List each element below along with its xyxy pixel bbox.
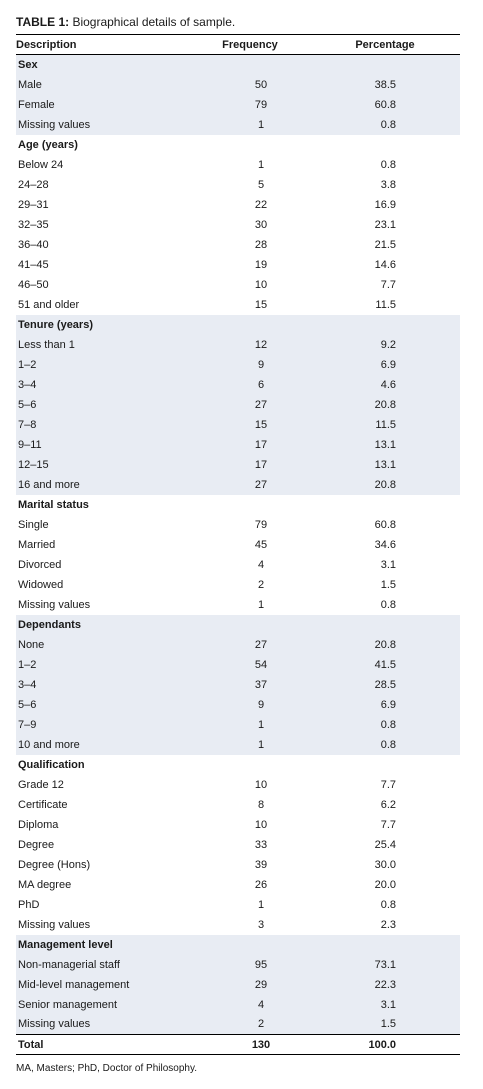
row-percentage: 60.8 [310, 95, 460, 115]
row-description: Missing values [16, 1015, 190, 1035]
row-description: Degree (Hons) [18, 858, 91, 871]
row-description: PhD [18, 898, 40, 911]
row-percentage: 0.8 [380, 598, 396, 611]
row-frequency: 1 [190, 715, 310, 735]
row-frequency: 26 [254, 878, 268, 891]
biographical-table [16, 34, 460, 1055]
table-row [16, 1015, 460, 1035]
table-row [16, 95, 460, 115]
row-percentage: 6.9 [310, 695, 460, 715]
row-description: 10 and more [16, 735, 190, 755]
table-row [16, 75, 460, 95]
table-row [16, 255, 460, 275]
row-percentage: 13.1 [310, 455, 460, 475]
table-row [16, 815, 460, 835]
table-row [16, 335, 460, 355]
table-row [16, 235, 460, 255]
row-percentage: 0.8 [310, 115, 460, 135]
table-row [16, 415, 460, 435]
row-frequency: 50 [190, 75, 310, 95]
row-description: Senior management [16, 995, 190, 1015]
row-description: Divorced [18, 558, 62, 571]
row-percentage: 1.5 [380, 578, 396, 591]
table-row [16, 775, 460, 795]
table-row [16, 715, 460, 735]
table-row [16, 635, 460, 655]
table-row [16, 155, 460, 175]
row-frequency: 19 [254, 258, 268, 271]
row-frequency: 15 [190, 415, 310, 435]
table-caption [16, 14, 235, 30]
row-frequency: 10 [254, 818, 268, 831]
row-frequency: 2 [257, 578, 265, 591]
row-description: Diploma [18, 818, 59, 831]
section-header-row [16, 755, 460, 775]
section-title: Management level [16, 935, 460, 955]
row-description: 32–35 [18, 218, 49, 231]
row-frequency: 27 [190, 635, 310, 655]
row-percentage: 23.1 [374, 218, 396, 231]
column-frequency: Frequency [190, 35, 310, 55]
section-header-row [16, 315, 460, 335]
row-percentage: 6.9 [310, 355, 460, 375]
row-description: Missing values [16, 115, 190, 135]
row-frequency: 15 [254, 298, 268, 311]
table-row [16, 395, 460, 415]
section-title: Dependants [16, 615, 460, 635]
row-frequency: 30 [254, 218, 268, 231]
row-percentage: 3.8 [380, 178, 396, 191]
row-description: 29–31 [18, 198, 49, 211]
table-row [16, 475, 460, 495]
row-percentage: 28.5 [310, 675, 460, 695]
table-footnote: MA, Masters; PhD, Doctor of Philosophy. [16, 1063, 197, 1074]
table-row [16, 195, 460, 215]
row-description: Non-managerial staff [16, 955, 190, 975]
row-description: Grade 12 [18, 778, 64, 791]
row-percentage: 0.8 [310, 715, 460, 735]
row-percentage: 0.8 [310, 735, 460, 755]
row-percentage: 20.8 [310, 635, 460, 655]
table-row [16, 555, 460, 575]
row-description: 3–4 [16, 375, 190, 395]
table-header [16, 35, 460, 55]
section-header-row [16, 495, 460, 515]
row-frequency: 5 [257, 178, 265, 191]
row-description: Missing values [18, 598, 91, 611]
row-percentage: 41.5 [310, 655, 460, 675]
row-percentage: 30.0 [374, 858, 396, 871]
row-frequency: 27 [190, 395, 310, 415]
header-row [16, 35, 460, 55]
table-row [16, 735, 460, 755]
section-title: Sex [16, 55, 460, 75]
table-row [16, 955, 460, 975]
row-description: Married [18, 538, 56, 551]
table-row [16, 835, 460, 855]
table-row [16, 375, 460, 395]
row-percentage: 7.7 [380, 278, 396, 291]
row-percentage: 9.2 [310, 335, 460, 355]
section-title: Qualification [18, 758, 85, 771]
section-header-row [16, 135, 460, 155]
row-percentage: 60.8 [374, 518, 396, 531]
row-description: None [16, 635, 190, 655]
row-percentage: 20.8 [310, 395, 460, 415]
table-row [16, 595, 460, 615]
row-description: 51 and older [18, 298, 80, 311]
row-percentage: 2.3 [380, 918, 396, 931]
row-percentage: 11.5 [375, 298, 396, 311]
row-frequency: 79 [254, 518, 268, 531]
row-percentage: 13.1 [310, 435, 460, 455]
table-row [16, 875, 460, 895]
row-frequency: 22 [254, 198, 268, 211]
table-row [16, 215, 460, 235]
row-description: 3–4 [16, 675, 190, 695]
row-percentage: 73.1 [310, 955, 460, 975]
table-body [16, 55, 460, 1055]
row-frequency: 1 [257, 598, 265, 611]
row-frequency: 29 [190, 975, 310, 995]
table-row [16, 855, 460, 875]
row-percentage: 34.6 [374, 538, 396, 551]
row-frequency: 1 [257, 158, 265, 171]
row-frequency: 1 [190, 115, 310, 135]
row-frequency: 2 [190, 1015, 310, 1035]
table-row [16, 435, 460, 455]
row-description: 5–6 [16, 695, 190, 715]
total-percentage: 100.0 [310, 1035, 460, 1055]
section-title: Marital status [18, 498, 89, 511]
table-row [16, 295, 460, 315]
table-row [16, 175, 460, 195]
row-description: Degree [18, 838, 55, 851]
section-title: Tenure (years) [16, 315, 460, 335]
row-percentage: 6.2 [380, 798, 396, 811]
row-percentage: 16.9 [374, 198, 396, 211]
table-row [16, 535, 460, 555]
table-row [16, 655, 460, 675]
row-description: 16 and more [16, 475, 190, 495]
row-frequency: 39 [254, 858, 268, 871]
row-description: Certificate [18, 798, 68, 811]
row-frequency: 54 [190, 655, 310, 675]
row-description: 36–40 [18, 238, 49, 251]
table-row [16, 975, 460, 995]
row-description: 7–8 [16, 415, 190, 435]
row-frequency: 1 [257, 898, 265, 911]
row-frequency: 9 [190, 695, 310, 715]
row-description: 12–15 [16, 455, 190, 475]
row-percentage: 3.1 [310, 995, 460, 1015]
row-frequency: 4 [257, 558, 265, 571]
row-frequency: 17 [190, 455, 310, 475]
row-frequency: 10 [254, 778, 268, 791]
table-row [16, 355, 460, 375]
row-frequency: 17 [190, 435, 310, 455]
row-description: Less than 1 [16, 335, 190, 355]
row-frequency: 37 [190, 675, 310, 695]
total-row [16, 1035, 460, 1055]
row-frequency: 6 [190, 375, 310, 395]
section-title: Age (years) [18, 138, 78, 151]
section-header-row [16, 935, 460, 955]
table-row [16, 995, 460, 1015]
table-row [16, 575, 460, 595]
row-percentage: 3.1 [380, 558, 396, 571]
row-frequency: 12 [190, 335, 310, 355]
row-description: 5–6 [16, 395, 190, 415]
table-row [16, 515, 460, 535]
row-frequency: 79 [190, 95, 310, 115]
table-row [16, 695, 460, 715]
row-frequency: 28 [254, 238, 268, 251]
row-description: Female [16, 95, 190, 115]
row-percentage: 11.5 [310, 415, 460, 435]
row-description: Widowed [18, 578, 64, 591]
row-description: 1–2 [16, 355, 190, 375]
row-description: 7–9 [16, 715, 190, 735]
table-row [16, 795, 460, 815]
row-percentage: 7.7 [380, 778, 396, 791]
total-frequency: 130 [190, 1035, 310, 1055]
row-percentage: 20.0 [374, 878, 396, 891]
row-description: 9–11 [16, 435, 190, 455]
row-percentage: 0.8 [380, 898, 396, 911]
table-row [16, 895, 460, 915]
section-header-row [16, 55, 460, 75]
row-frequency: 1 [190, 735, 310, 755]
row-frequency: 45 [254, 538, 268, 551]
row-description: Below 24 [18, 158, 64, 171]
table-row [16, 275, 460, 295]
row-frequency: 27 [190, 475, 310, 495]
table-row [16, 115, 460, 135]
row-description: Male [16, 75, 190, 95]
table-caption-label: TABLE 1: [16, 15, 70, 29]
row-percentage: 7.7 [380, 818, 396, 831]
row-frequency: 8 [257, 798, 265, 811]
row-description: Missing values [18, 918, 91, 931]
column-percentage: Percentage [310, 35, 460, 55]
row-percentage: 20.8 [310, 475, 460, 495]
row-percentage: 22.3 [310, 975, 460, 995]
row-description: 41–45 [18, 258, 49, 271]
section-header-row [16, 615, 460, 635]
row-description: 24–28 [18, 178, 49, 191]
row-frequency: 9 [190, 355, 310, 375]
row-percentage: 38.5 [310, 75, 460, 95]
row-description: 46–50 [18, 278, 49, 291]
row-percentage: 0.8 [380, 158, 396, 171]
row-description: 1–2 [16, 655, 190, 675]
row-frequency: 4 [190, 995, 310, 1015]
row-percentage: 21.5 [374, 238, 396, 251]
row-frequency: 33 [254, 838, 268, 851]
total-label: Total [16, 1035, 190, 1055]
row-frequency: 95 [190, 955, 310, 975]
row-percentage: 25.4 [374, 838, 396, 851]
row-percentage: 4.6 [310, 375, 460, 395]
row-percentage: 14.6 [374, 258, 396, 271]
row-frequency: 3 [257, 918, 265, 931]
row-description: MA degree [18, 878, 72, 891]
table-caption-text: Biographical details of sample. [69, 15, 236, 29]
row-frequency: 10 [254, 278, 268, 291]
column-description: Description [16, 35, 190, 55]
table-row [16, 455, 460, 475]
table-row [16, 915, 460, 935]
row-description: Single [18, 518, 49, 531]
row-percentage: 1.5 [310, 1015, 460, 1035]
row-description: Mid-level management [16, 975, 190, 995]
table-row [16, 675, 460, 695]
